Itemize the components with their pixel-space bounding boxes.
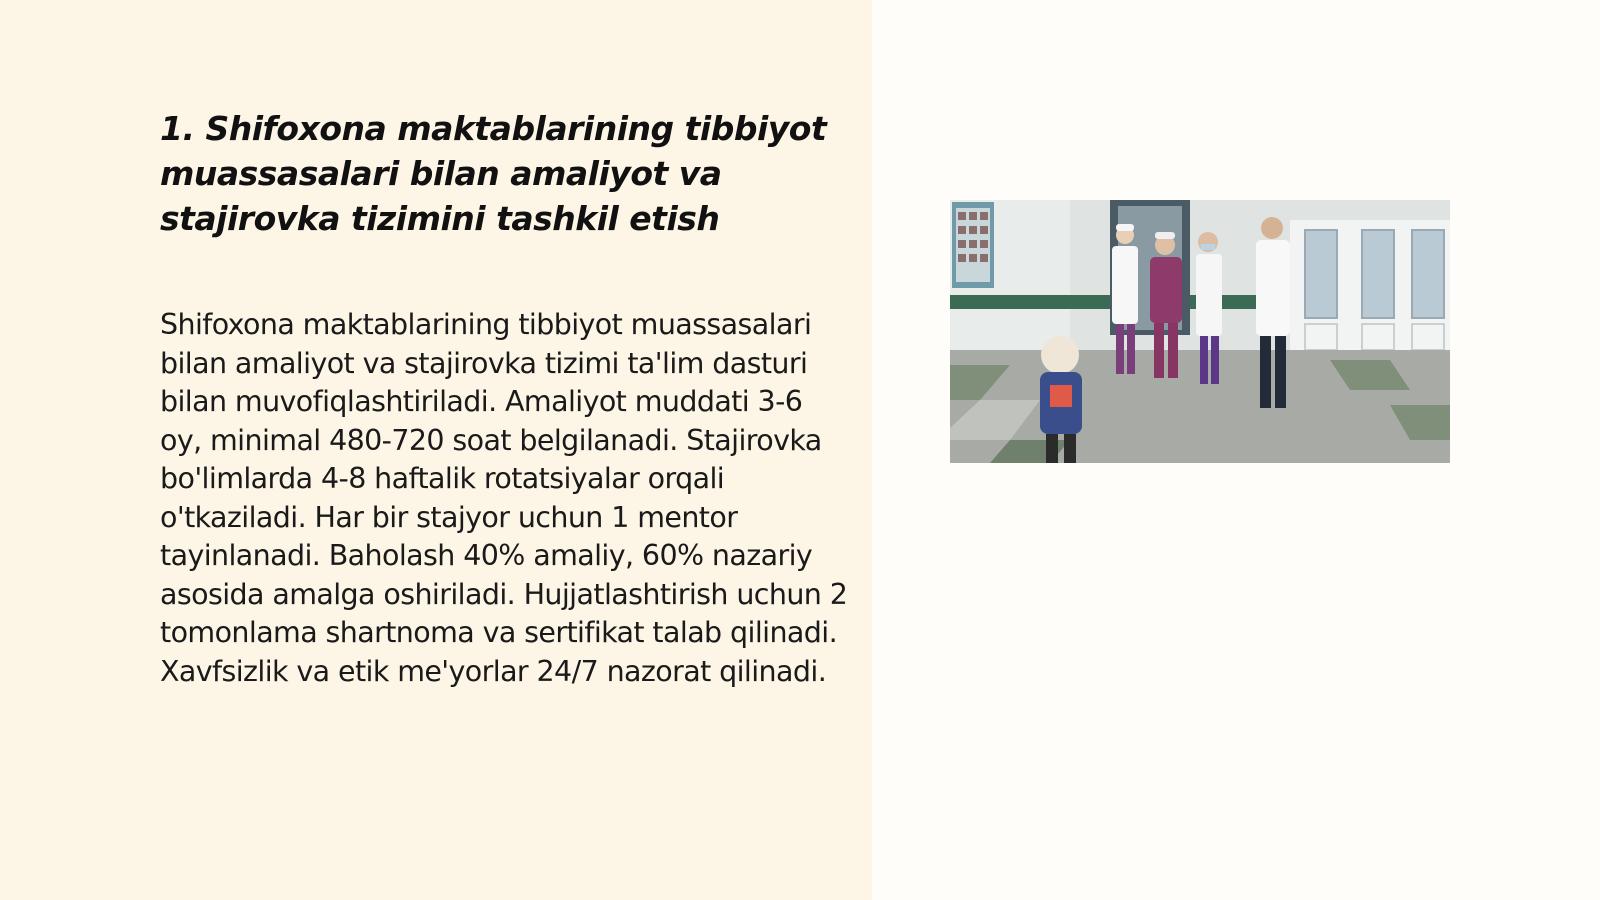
- slide-body-text: Shifoxona maktablarining tibbiyot muassasalari bilan amaliyot va stajirovka tizimi ta'lim dasturi bilan muvofiqlashtiriladi. Amaliyot muddati 3-6 oy, minimal 480-720 soat belgilanadi. Stajirovka bo'limlarda 4-8 haftalik rotatsiyalar orqali o'tkaziladi. Har bir stajyor uchun 1 mentor tayinlanadi. Baholash 40% amaliy, 60% nazariy asosida amalga oshiriladi. Hujjatlashtirish uchun 2 tomonlama shartnoma va sertifikat talab qilinadi. Xavfsizlik va etik me'yorlar 24/7 nazorat qilinadi.: [160, 308, 848, 688]
- slide-title: 1. Shifoxona maktablarining tibbiyot muassasalari bilan amaliyot va stajirovka tizimini tashkil etish: [160, 109, 827, 238]
- hospital-staff-photo: [950, 200, 1450, 463]
